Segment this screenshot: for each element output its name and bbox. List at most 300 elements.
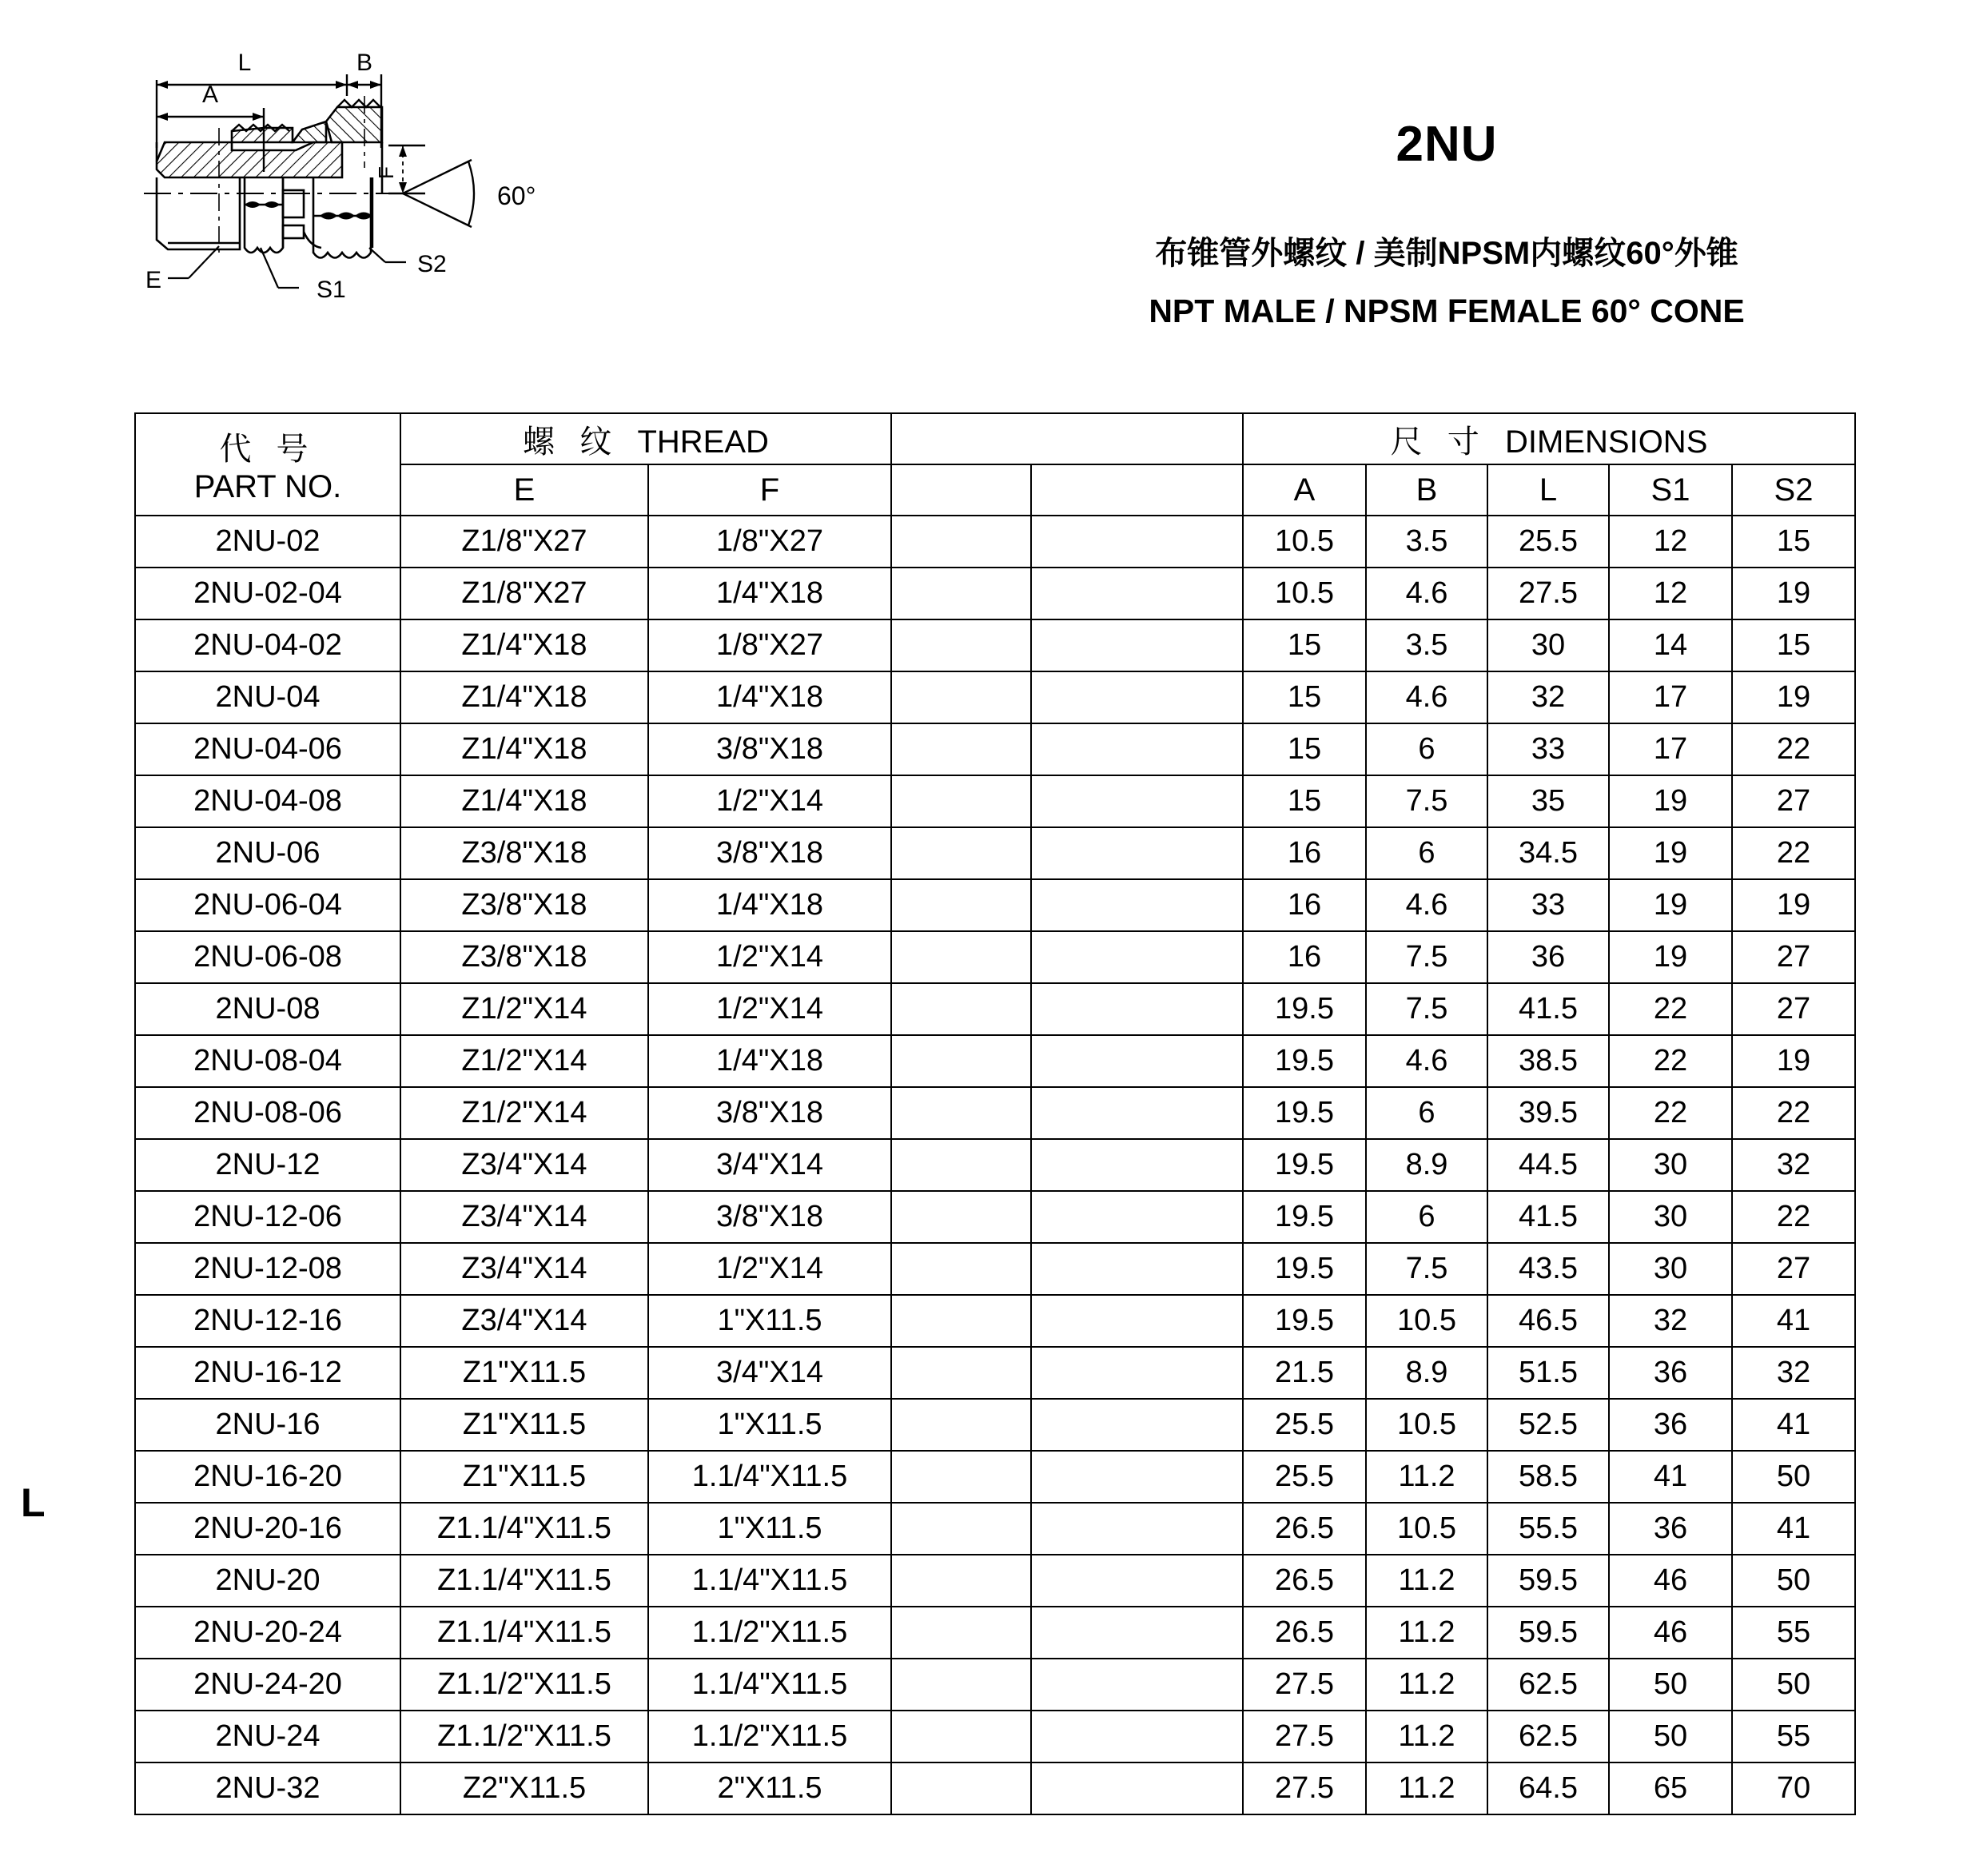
- label-S1: S1: [317, 277, 346, 303]
- cell-thread-e: Z1.1/2"X11.5: [400, 1711, 648, 1762]
- cell-dim-l: 55.5: [1487, 1503, 1609, 1555]
- table-row: [135, 1399, 1855, 1451]
- cell-part-no: 2NU-12-06: [135, 1191, 400, 1243]
- cell-part-no: 2NU-24: [135, 1711, 400, 1762]
- cell-blank-2: [1031, 1762, 1243, 1814]
- cell-dim-s1: 19: [1609, 931, 1732, 983]
- cell-dim-a: 26.5: [1243, 1607, 1366, 1659]
- cell-blank-2: [1031, 1347, 1243, 1399]
- cell-dim-b: 7.5: [1366, 983, 1487, 1035]
- cell-dim-a: 15: [1243, 723, 1366, 775]
- cell-part-no: 2NU-20-16: [135, 1503, 400, 1555]
- cell-part-no: 2NU-04-02: [135, 619, 400, 671]
- cell-dim-s2: 22: [1732, 723, 1855, 775]
- cell-dim-l: 38.5: [1487, 1035, 1609, 1087]
- cell-blank-1: [891, 879, 1031, 931]
- header-dimensions-en: DIMENSIONS: [1505, 424, 1708, 460]
- cell-thread-f: 3/4"X14: [648, 1347, 891, 1399]
- table-row: [135, 1191, 1855, 1243]
- cell-dim-b: 10.5: [1366, 1295, 1487, 1347]
- cell-thread-f: 1.1/4"X11.5: [648, 1659, 891, 1711]
- cell-thread-f: 1/4"X18: [648, 568, 891, 619]
- cell-dim-l: 62.5: [1487, 1659, 1609, 1711]
- cell-blank-2: [1031, 1711, 1243, 1762]
- cell-part-no: 2NU-08: [135, 983, 400, 1035]
- cell-blank-2: [1031, 1035, 1243, 1087]
- cell-dim-l: 52.5: [1487, 1399, 1609, 1451]
- cell-dim-l: 59.5: [1487, 1607, 1609, 1659]
- cell-dim-s2: 19: [1732, 1035, 1855, 1087]
- cell-dim-l: 41.5: [1487, 983, 1609, 1035]
- cell-thread-e: Z1/2"X14: [400, 1087, 648, 1139]
- cell-part-no: 2NU-04-08: [135, 775, 400, 827]
- cell-part-no: 2NU-06-04: [135, 879, 400, 931]
- cell-dim-l: 46.5: [1487, 1295, 1609, 1347]
- cell-blank-1: [891, 1035, 1031, 1087]
- cell-dim-s1: 12: [1609, 516, 1732, 568]
- cell-dim-l: 44.5: [1487, 1139, 1609, 1191]
- cell-dim-s2: 22: [1732, 1087, 1855, 1139]
- header-col-L: L: [1487, 464, 1609, 516]
- cell-dim-s2: 22: [1732, 827, 1855, 879]
- table-row: [135, 723, 1855, 775]
- cell-dim-s1: 41: [1609, 1451, 1732, 1503]
- cell-dim-a: 19.5: [1243, 1035, 1366, 1087]
- cell-thread-f: 1.1/4"X11.5: [648, 1555, 891, 1607]
- cell-blank-2: [1031, 1087, 1243, 1139]
- cell-part-no: 2NU-08-06: [135, 1087, 400, 1139]
- header-blank-group: [891, 413, 1243, 464]
- cell-dim-s2: 70: [1732, 1762, 1855, 1814]
- cell-dim-s2: 27: [1732, 983, 1855, 1035]
- table-row: [135, 1607, 1855, 1659]
- cell-dim-b: 11.2: [1366, 1451, 1487, 1503]
- cell-blank-2: [1031, 1139, 1243, 1191]
- cell-dim-a: 15: [1243, 619, 1366, 671]
- cell-dim-s1: 22: [1609, 1087, 1732, 1139]
- header-part-no-en: PART NO.: [193, 469, 342, 504]
- table-header-group-row: [135, 413, 1855, 464]
- cell-blank-2: [1031, 568, 1243, 619]
- cell-dim-b: 6: [1366, 1087, 1487, 1139]
- header-part-no: [135, 413, 400, 516]
- cell-thread-e: Z3/8"X18: [400, 827, 648, 879]
- cell-thread-e: Z1/2"X14: [400, 983, 648, 1035]
- cell-dim-a: 16: [1243, 879, 1366, 931]
- table-row: [135, 1711, 1855, 1762]
- cell-thread-e: Z3/4"X14: [400, 1191, 648, 1243]
- cell-dim-b: 11.2: [1366, 1711, 1487, 1762]
- cell-thread-f: 3/8"X18: [648, 723, 891, 775]
- cell-dim-s2: 15: [1732, 619, 1855, 671]
- header-dimensions-group: [1243, 413, 1855, 464]
- cell-blank-1: [891, 568, 1031, 619]
- cell-dim-b: 3.5: [1366, 619, 1487, 671]
- cell-thread-e: Z3/4"X14: [400, 1243, 648, 1295]
- cell-dim-b: 11.2: [1366, 1555, 1487, 1607]
- cell-thread-f: 1/4"X18: [648, 879, 891, 931]
- cell-dim-s2: 32: [1732, 1347, 1855, 1399]
- cell-dim-b: 11.2: [1366, 1762, 1487, 1814]
- table-row: [135, 1139, 1855, 1191]
- cell-blank-1: [891, 1503, 1031, 1555]
- cell-thread-e: Z1/2"X14: [400, 1035, 648, 1087]
- cell-dim-s2: 22: [1732, 1191, 1855, 1243]
- cell-blank-1: [891, 1451, 1031, 1503]
- cell-dim-s1: 19: [1609, 879, 1732, 931]
- cell-blank-2: [1031, 1399, 1243, 1451]
- cell-dim-a: 19.5: [1243, 1295, 1366, 1347]
- cell-dim-a: 10.5: [1243, 516, 1366, 568]
- header-thread-group: [400, 413, 891, 464]
- table-row: [135, 619, 1855, 671]
- cell-blank-2: [1031, 1295, 1243, 1347]
- cell-dim-l: 64.5: [1487, 1762, 1609, 1814]
- cell-dim-s2: 27: [1732, 931, 1855, 983]
- cell-thread-e: Z1/8"X27: [400, 516, 648, 568]
- header-thread-en: THREAD: [637, 424, 769, 460]
- table-row: [135, 827, 1855, 879]
- cell-dim-b: 8.9: [1366, 1139, 1487, 1191]
- cell-dim-b: 8.9: [1366, 1347, 1487, 1399]
- cell-dim-b: 4.6: [1366, 568, 1487, 619]
- specification-table: [134, 412, 1856, 1815]
- cell-part-no: 2NU-24-20: [135, 1659, 400, 1711]
- cell-dim-b: 4.6: [1366, 671, 1487, 723]
- cell-dim-a: 27.5: [1243, 1711, 1366, 1762]
- cell-part-no: 2NU-20-24: [135, 1607, 400, 1659]
- label-L: L: [237, 50, 252, 76]
- cell-dim-s2: 19: [1732, 568, 1855, 619]
- header-col-A: A: [1243, 464, 1366, 516]
- cell-blank-1: [891, 723, 1031, 775]
- cell-dim-s2: 27: [1732, 1243, 1855, 1295]
- cell-dim-s2: 19: [1732, 671, 1855, 723]
- cell-dim-l: 59.5: [1487, 1555, 1609, 1607]
- cell-blank-1: [891, 1607, 1031, 1659]
- cell-dim-a: 27.5: [1243, 1762, 1366, 1814]
- cell-dim-s1: 19: [1609, 775, 1732, 827]
- cell-blank-2: [1031, 1659, 1243, 1711]
- cell-dim-a: 19.5: [1243, 1191, 1366, 1243]
- cell-blank-2: [1031, 1555, 1243, 1607]
- cell-dim-s2: 41: [1732, 1503, 1855, 1555]
- cell-blank-2: [1031, 1191, 1243, 1243]
- cell-blank-1: [891, 1191, 1031, 1243]
- subtitle-english: NPT MALE / NPSM FEMALE 60° CONE: [1149, 293, 1745, 329]
- cell-blank-1: [891, 1139, 1031, 1191]
- cell-dim-l: 33: [1487, 723, 1609, 775]
- header-col-S1: S1: [1609, 464, 1732, 516]
- cell-blank-1: [891, 1087, 1031, 1139]
- cell-blank-1: [891, 1555, 1031, 1607]
- hex-S1-profile: [245, 177, 283, 253]
- cell-thread-f: 1/2"X14: [648, 983, 891, 1035]
- cell-part-no: 2NU-02: [135, 516, 400, 568]
- cell-thread-f: 1/2"X14: [648, 775, 891, 827]
- header-col-blank-2: [1031, 464, 1243, 516]
- cell-dim-s1: 30: [1609, 1139, 1732, 1191]
- cell-dim-l: 35: [1487, 775, 1609, 827]
- cell-dim-s1: 46: [1609, 1607, 1732, 1659]
- cell-blank-2: [1031, 1243, 1243, 1295]
- header-col-blank-1: [891, 464, 1031, 516]
- cell-dim-s1: 30: [1609, 1191, 1732, 1243]
- page-side-marker: L: [21, 1480, 46, 1525]
- table-row: [135, 1347, 1855, 1399]
- cell-dim-s2: 41: [1732, 1399, 1855, 1451]
- cell-blank-1: [891, 1347, 1031, 1399]
- cell-dim-a: 16: [1243, 827, 1366, 879]
- table-row: [135, 1503, 1855, 1555]
- cell-dim-s1: 36: [1609, 1503, 1732, 1555]
- label-B: B: [356, 50, 373, 76]
- cell-dim-a: 15: [1243, 671, 1366, 723]
- cell-part-no: 2NU-12-08: [135, 1243, 400, 1295]
- cell-dim-s1: 36: [1609, 1399, 1732, 1451]
- cell-dim-b: 7.5: [1366, 931, 1487, 983]
- cell-thread-e: Z1"X11.5: [400, 1451, 648, 1503]
- cell-thread-f: 1.1/2"X11.5: [648, 1711, 891, 1762]
- cell-dim-s1: 14: [1609, 619, 1732, 671]
- cell-dim-a: 19.5: [1243, 1087, 1366, 1139]
- section-wedge: [293, 121, 326, 142]
- cell-dim-s2: 55: [1732, 1711, 1855, 1762]
- cell-blank-2: [1031, 931, 1243, 983]
- cell-thread-f: 1/2"X14: [648, 931, 891, 983]
- table-row: [135, 1762, 1855, 1814]
- header-dimensions-cn: 尺 寸: [1390, 424, 1487, 460]
- label-F: F: [374, 166, 398, 179]
- cell-thread-f: 1.1/4"X11.5: [648, 1451, 891, 1503]
- cell-dim-b: 6: [1366, 723, 1487, 775]
- cell-blank-1: [891, 775, 1031, 827]
- section-body-lower: [157, 142, 342, 177]
- cell-dim-l: 39.5: [1487, 1087, 1609, 1139]
- cell-dim-a: 10.5: [1243, 568, 1366, 619]
- cell-blank-2: [1031, 775, 1243, 827]
- cell-part-no: 2NU-06: [135, 827, 400, 879]
- table-row: [135, 516, 1855, 568]
- section-cone-thread: [326, 107, 382, 142]
- cell-dim-l: 25.5: [1487, 516, 1609, 568]
- cell-dim-a: 25.5: [1243, 1399, 1366, 1451]
- specification-table-container: [134, 412, 1854, 1815]
- cell-part-no: 2NU-08-04: [135, 1035, 400, 1087]
- cell-dim-s2: 19: [1732, 879, 1855, 931]
- cell-dim-b: 4.6: [1366, 1035, 1487, 1087]
- cell-dim-s1: 22: [1609, 1035, 1732, 1087]
- header-col-F: F: [648, 464, 891, 516]
- cell-dim-b: 4.6: [1366, 879, 1487, 931]
- cell-dim-s1: 50: [1609, 1711, 1732, 1762]
- table-row: [135, 1243, 1855, 1295]
- cell-thread-f: 1"X11.5: [648, 1503, 891, 1555]
- header-col-B: B: [1366, 464, 1487, 516]
- cell-part-no: 2NU-20: [135, 1555, 400, 1607]
- cell-blank-1: [891, 1659, 1031, 1711]
- table-row: [135, 1295, 1855, 1347]
- cell-thread-f: 3/4"X14: [648, 1139, 891, 1191]
- cell-dim-b: 10.5: [1366, 1503, 1487, 1555]
- table-row: [135, 879, 1855, 931]
- cell-thread-f: 3/8"X18: [648, 1191, 891, 1243]
- cell-dim-b: 11.2: [1366, 1659, 1487, 1711]
- cell-thread-f: 3/8"X18: [648, 827, 891, 879]
- cell-dim-l: 33: [1487, 879, 1609, 931]
- table-row: [135, 1087, 1855, 1139]
- header-thread-cn: 螺 纹: [523, 424, 620, 460]
- table-row: [135, 1555, 1855, 1607]
- cell-dim-s2: 27: [1732, 775, 1855, 827]
- fitting-technical-drawing: [136, 48, 719, 408]
- cell-dim-l: 36: [1487, 931, 1609, 983]
- cell-dim-s2: 50: [1732, 1451, 1855, 1503]
- cell-dim-a: 19.5: [1243, 1139, 1366, 1191]
- cell-dim-a: 27.5: [1243, 1659, 1366, 1711]
- cell-dim-a: 16: [1243, 931, 1366, 983]
- cell-dim-s1: 32: [1609, 1295, 1732, 1347]
- cell-part-no: 2NU-16: [135, 1399, 400, 1451]
- cell-blank-2: [1031, 671, 1243, 723]
- table-row: [135, 1451, 1855, 1503]
- cell-thread-e: Z3/8"X18: [400, 931, 648, 983]
- cell-dim-s2: 15: [1732, 516, 1855, 568]
- cell-dim-s2: 50: [1732, 1659, 1855, 1711]
- cell-dim-l: 58.5: [1487, 1451, 1609, 1503]
- cell-dim-s1: 17: [1609, 723, 1732, 775]
- table-row: [135, 983, 1855, 1035]
- label-A: A: [201, 82, 219, 108]
- cell-dim-s1: 46: [1609, 1555, 1732, 1607]
- cell-blank-1: [891, 827, 1031, 879]
- cell-dim-l: 32: [1487, 671, 1609, 723]
- cell-thread-f: 1/4"X18: [648, 671, 891, 723]
- cell-blank-1: [891, 671, 1031, 723]
- cell-dim-l: 27.5: [1487, 568, 1609, 619]
- cell-blank-1: [891, 983, 1031, 1035]
- cell-dim-l: 43.5: [1487, 1243, 1609, 1295]
- cell-part-no: 2NU-04-06: [135, 723, 400, 775]
- cell-thread-e: Z1"X11.5: [400, 1347, 648, 1399]
- cell-thread-e: Z1/4"X18: [400, 671, 648, 723]
- cell-blank-2: [1031, 1451, 1243, 1503]
- cell-part-no: 2NU-06-08: [135, 931, 400, 983]
- cell-part-no: 2NU-16-12: [135, 1347, 400, 1399]
- cell-dim-a: 19.5: [1243, 983, 1366, 1035]
- cell-blank-1: [891, 1243, 1031, 1295]
- cell-dim-a: 26.5: [1243, 1503, 1366, 1555]
- table-row: [135, 931, 1855, 983]
- cell-thread-e: Z1.1/4"X11.5: [400, 1503, 648, 1555]
- cell-blank-1: [891, 1295, 1031, 1347]
- cell-thread-e: Z1/4"X18: [400, 775, 648, 827]
- cell-dim-b: 6: [1366, 827, 1487, 879]
- cell-thread-f: 1/8"X27: [648, 619, 891, 671]
- header-col-E: E: [400, 464, 648, 516]
- collar: [283, 177, 304, 248]
- cell-dim-l: 62.5: [1487, 1711, 1609, 1762]
- cell-dim-s1: 36: [1609, 1347, 1732, 1399]
- cell-thread-f: 2"X11.5: [648, 1762, 891, 1814]
- cell-dim-s2: 41: [1732, 1295, 1855, 1347]
- cell-blank-1: [891, 619, 1031, 671]
- table-body: [135, 516, 1855, 1814]
- cell-dim-b: 3.5: [1366, 516, 1487, 568]
- hex-S2-profile: [304, 177, 372, 258]
- cell-dim-s1: 12: [1609, 568, 1732, 619]
- cell-dim-b: 6: [1366, 1191, 1487, 1243]
- cell-blank-2: [1031, 879, 1243, 931]
- cell-dim-s1: 22: [1609, 983, 1732, 1035]
- cell-dim-s2: 50: [1732, 1555, 1855, 1607]
- cell-blank-1: [891, 1711, 1031, 1762]
- cell-dim-a: 19.5: [1243, 1243, 1366, 1295]
- cell-dim-s1: 65: [1609, 1762, 1732, 1814]
- cell-blank-2: [1031, 827, 1243, 879]
- header-part-no-cn: 代 号: [219, 432, 317, 467]
- cell-blank-2: [1031, 723, 1243, 775]
- table-row: [135, 1035, 1855, 1087]
- cell-thread-e: Z3/4"X14: [400, 1139, 648, 1191]
- cell-part-no: 2NU-12-16: [135, 1295, 400, 1347]
- cell-dim-a: 15: [1243, 775, 1366, 827]
- cell-blank-2: [1031, 516, 1243, 568]
- cell-thread-f: 1/8"X27: [648, 516, 891, 568]
- cell-dim-l: 51.5: [1487, 1347, 1609, 1399]
- cell-dim-b: 11.2: [1366, 1607, 1487, 1659]
- cell-thread-e: Z1.1/4"X11.5: [400, 1607, 648, 1659]
- cell-thread-f: 1"X11.5: [648, 1399, 891, 1451]
- cell-thread-e: Z1.1/4"X11.5: [400, 1555, 648, 1607]
- subtitle-chinese: 布锥管外螺纹 / 美制NPSM内螺纹60°外锥: [1155, 236, 1738, 271]
- table-row: [135, 1659, 1855, 1711]
- cell-blank-2: [1031, 1607, 1243, 1659]
- cell-thread-e: Z2"X11.5: [400, 1762, 648, 1814]
- cell-dim-s1: 30: [1609, 1243, 1732, 1295]
- table-row: [135, 568, 1855, 619]
- cell-dim-a: 21.5: [1243, 1347, 1366, 1399]
- table-row: [135, 671, 1855, 723]
- title-block: [1063, 117, 1830, 332]
- cell-thread-e: Z3/4"X14: [400, 1295, 648, 1347]
- cell-thread-f: 1/2"X14: [648, 1243, 891, 1295]
- cell-blank-1: [891, 1399, 1031, 1451]
- cell-dim-b: 10.5: [1366, 1399, 1487, 1451]
- cell-dim-s1: 19: [1609, 827, 1732, 879]
- cell-thread-e: Z3/8"X18: [400, 879, 648, 931]
- cell-thread-f: 3/8"X18: [648, 1087, 891, 1139]
- label-cone-angle: 60°: [497, 181, 536, 210]
- cell-dim-s2: 55: [1732, 1607, 1855, 1659]
- cell-blank-2: [1031, 983, 1243, 1035]
- cell-blank-1: [891, 931, 1031, 983]
- cell-thread-e: Z1/4"X18: [400, 723, 648, 775]
- cell-dim-s2: 32: [1732, 1139, 1855, 1191]
- cell-dim-b: 7.5: [1366, 775, 1487, 827]
- cell-thread-f: 1/4"X18: [648, 1035, 891, 1087]
- cell-blank-2: [1031, 1503, 1243, 1555]
- cell-part-no: 2NU-02-04: [135, 568, 400, 619]
- cell-dim-a: 26.5: [1243, 1555, 1366, 1607]
- cell-part-no: 2NU-04: [135, 671, 400, 723]
- product-code-title: 2NU: [1396, 117, 1498, 172]
- cell-dim-b: 7.5: [1366, 1243, 1487, 1295]
- cell-dim-s1: 50: [1609, 1659, 1732, 1711]
- cell-dim-l: 34.5: [1487, 827, 1609, 879]
- cell-thread-e: Z1/4"X18: [400, 619, 648, 671]
- cell-blank-2: [1031, 619, 1243, 671]
